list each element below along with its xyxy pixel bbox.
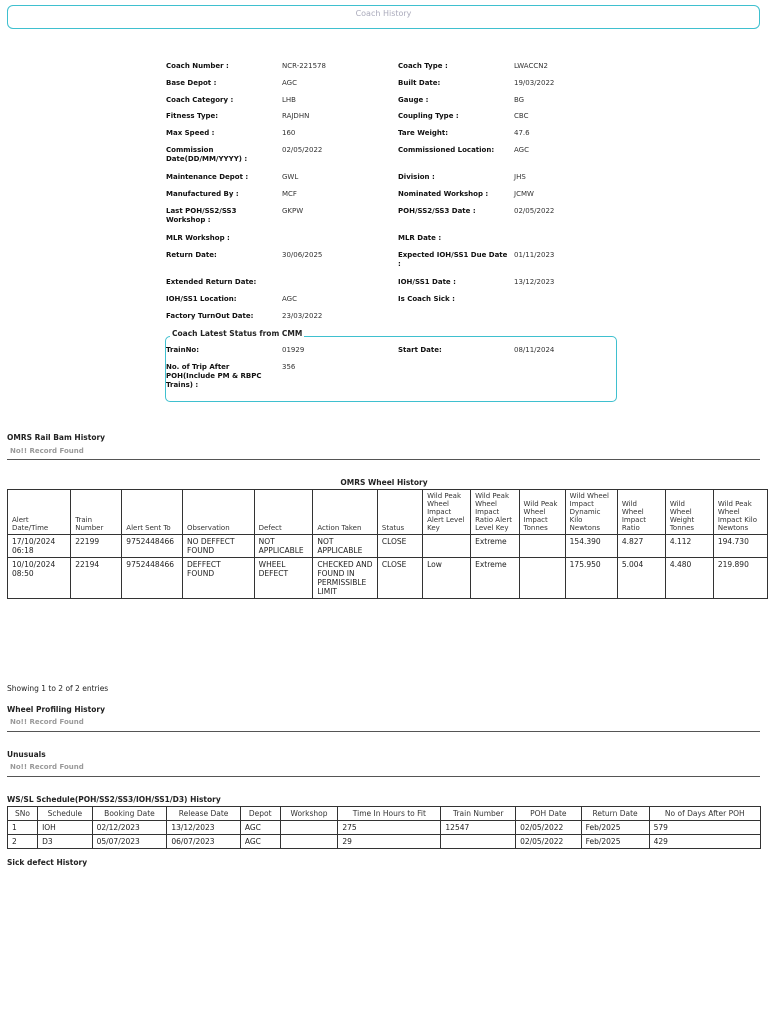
field-value: MCF [282, 190, 297, 198]
field-value: CBC [514, 112, 529, 120]
field-value: 160 [282, 129, 296, 137]
table-cell: 175.950 [565, 558, 617, 599]
table-row [8, 835, 761, 849]
column-header: Wild Wheel Impact Dynamic Kilo Newtons [565, 490, 617, 535]
table-cell: IOH [38, 821, 93, 835]
table-cell: NOT APPLICABLE [254, 535, 313, 558]
field-label: Factory TurnOut Date: [166, 312, 254, 320]
table-cell: AGC [240, 835, 280, 849]
field-value: AGC [282, 295, 297, 303]
table-cell: 12547 [441, 821, 516, 835]
field-label: MLR Date : [398, 234, 442, 242]
field-label: IOH/SS1 Location: [166, 295, 237, 303]
divider [7, 459, 760, 460]
table-cell [280, 821, 338, 835]
field-value: 02/05/2022 [282, 146, 323, 154]
column-header: Alert Sent To [122, 490, 183, 535]
field-value: 08/11/2024 [514, 346, 555, 354]
table-cell: 22194 [71, 558, 122, 599]
table-cell: 2 [8, 835, 38, 849]
field-label: Coach Type : [398, 62, 448, 70]
field-value: LHB [282, 96, 296, 104]
divider [7, 731, 760, 732]
field-label: Fitness Type: [166, 112, 219, 120]
field-label: Commission Date(DD/MM/YYYY) : [166, 146, 248, 163]
rail-bam-empty: No!! Record Found [10, 447, 84, 455]
table-info: Showing 1 to 2 of 2 entries [7, 684, 109, 693]
field-label: Extended Return Date: [166, 278, 257, 286]
field-label: Expected IOH/SS1 Due Date : [398, 251, 508, 268]
field-label: Is Coach Sick : [398, 295, 455, 303]
table-cell: 429 [649, 835, 760, 849]
field-label: Commissioned Location: [398, 146, 495, 154]
table-cell [519, 535, 565, 558]
table-cell: 13/12/2023 [167, 821, 241, 835]
table-cell: DEFFECT FOUND [183, 558, 255, 599]
field-value: GWL [282, 173, 299, 181]
wheel-history-table [7, 489, 768, 599]
column-header: Wild Wheel Impact Ratio [617, 490, 665, 535]
column-header: Defect [254, 490, 313, 535]
table-cell: 4.827 [617, 535, 665, 558]
column-header: SNo [8, 807, 38, 821]
table-row [8, 558, 768, 599]
field-value: NCR-221578 [282, 62, 326, 70]
column-header: Wild Peak Wheel Impact Kilo Newtons [713, 490, 767, 535]
table-cell: D3 [38, 835, 93, 849]
column-header: Status [377, 490, 422, 535]
table-cell: 29 [338, 835, 441, 849]
column-header: POH Date [516, 807, 582, 821]
field-label: Nominated Workshop : [398, 190, 489, 198]
table-cell: 17/10/2024 06:18 [8, 535, 71, 558]
column-header: Release Date [167, 807, 241, 821]
wheel-history-title: OMRS Wheel History [340, 478, 428, 487]
cmm-status-title: Coach Latest Status from CMM [172, 329, 303, 338]
field-label: Tare Weight: [398, 129, 448, 137]
table-cell: 9752448466 [122, 558, 183, 599]
rail-bam-title: OMRS Rail Bam History [7, 433, 106, 442]
field-label: Maintenance Depot : [166, 173, 249, 181]
wheel-profiling-title: Wheel Profiling History [7, 705, 105, 714]
column-header: Booking Date [92, 807, 167, 821]
table-cell: Extreme [471, 558, 519, 599]
field-value: JCMW [514, 190, 534, 198]
field-label: POH/SS2/SS3 Date : [398, 207, 476, 215]
field-label: TrainNo: [166, 346, 200, 354]
column-header: Workshop [280, 807, 338, 821]
table-cell [519, 558, 565, 599]
table-cell: 579 [649, 821, 760, 835]
field-value: BG [514, 96, 525, 104]
field-label: Built Date: [398, 79, 441, 87]
page-title: Coach History [355, 9, 412, 18]
field-label: Base Depot : [166, 79, 217, 87]
field-label: Manufactured By : [166, 190, 239, 198]
coach-history-header [7, 5, 760, 29]
table-cell: 4.112 [665, 535, 713, 558]
field-value: JHS [514, 173, 526, 181]
column-header: Wild Peak Wheel Impact Ratio Alert Level Key [471, 490, 519, 535]
field-value: GKPW [282, 207, 304, 215]
field-value: RAJDHN [282, 112, 310, 120]
table-cell: Extreme [471, 535, 519, 558]
column-header: Wild Wheel Weight Tonnes [665, 490, 713, 535]
column-header: Schedule [38, 807, 93, 821]
table-cell [423, 535, 471, 558]
column-header: Observation [183, 490, 255, 535]
schedule-title: WS/SL Schedule(POH/SS2/SS3/IOH/SS1/D3) History [7, 795, 221, 804]
sick-defect-title: Sick defect History [7, 858, 88, 867]
table-cell [441, 835, 516, 849]
table-cell: 194.730 [713, 535, 767, 558]
unusuals-title: Unusuals [7, 750, 46, 759]
table-cell: 154.390 [565, 535, 617, 558]
table-cell: 275 [338, 821, 441, 835]
unusuals-empty: No!! Record Found [10, 763, 84, 771]
field-value: 19/03/2022 [514, 79, 555, 87]
field-value: 356 [282, 363, 296, 371]
table-cell: Feb/2025 [581, 835, 649, 849]
field-value: 13/12/2023 [514, 278, 555, 286]
field-label: Coupling Type : [398, 112, 459, 120]
field-value: AGC [282, 79, 297, 87]
table-cell: 5.004 [617, 558, 665, 599]
field-label: No. of Trip After POH(Include PM & RBPC Trains) : [166, 363, 262, 389]
field-value: 30/06/2025 [282, 251, 323, 259]
column-header: Action Taken [313, 490, 378, 535]
field-value: 01929 [282, 346, 305, 354]
field-value: 47.6 [514, 129, 530, 137]
field-label: Coach Category : [166, 96, 234, 104]
field-value: AGC [514, 146, 529, 154]
column-header: Alert Date/Time [8, 490, 71, 535]
table-cell: 02/05/2022 [516, 835, 582, 849]
column-header: Time In Hours to Fit [338, 807, 441, 821]
field-value: LWACCN2 [514, 62, 548, 70]
field-value: 02/05/2022 [514, 207, 555, 215]
wheel-profiling-empty: No!! Record Found [10, 718, 84, 726]
table-cell: CLOSE [377, 535, 422, 558]
field-label: Division : [398, 173, 435, 181]
column-header: Return Date [581, 807, 649, 821]
table-cell: 22199 [71, 535, 122, 558]
column-header: Wild Peak Wheel Impact Alert Level Key [423, 490, 471, 535]
divider [7, 776, 760, 777]
table-cell: CLOSE [377, 558, 422, 599]
table-cell: NOT APPLICABLE [313, 535, 378, 558]
field-label: Gauge : [398, 96, 429, 104]
table-cell: 06/07/2023 [167, 835, 241, 849]
table-cell: 02/05/2022 [516, 821, 582, 835]
table-cell: Low [423, 558, 471, 599]
table-cell [280, 835, 338, 849]
field-label: Return Date: [166, 251, 217, 259]
table-cell: AGC [240, 821, 280, 835]
table-cell: 4.480 [665, 558, 713, 599]
column-header: Depot [240, 807, 280, 821]
column-header: No of Days After POH [649, 807, 760, 821]
table-cell: 1 [8, 821, 38, 835]
field-label: Last POH/SS2/SS3 Workshop : [166, 207, 237, 224]
field-label: MLR Workshop : [166, 234, 230, 242]
table-cell: 05/07/2023 [92, 835, 167, 849]
table-cell: CHECKED AND FOUND IN PERMISSIBLE LIMIT [313, 558, 378, 599]
column-header: Wild Peak Wheel Impact Tonnes [519, 490, 565, 535]
field-value: 01/11/2023 [514, 251, 555, 259]
field-label: Coach Number : [166, 62, 229, 70]
table-row [8, 535, 768, 558]
table-cell: 9752448466 [122, 535, 183, 558]
table-cell: 10/10/2024 08:50 [8, 558, 71, 599]
schedule-table [7, 806, 761, 849]
table-cell: NO DEFFECT FOUND [183, 535, 255, 558]
field-label: Max Speed : [166, 129, 215, 137]
table-cell: WHEEL DEFECT [254, 558, 313, 599]
field-label: IOH/SS1 Date : [398, 278, 456, 286]
table-cell: 219.890 [713, 558, 767, 599]
column-header: Train Number [441, 807, 516, 821]
table-cell: 02/12/2023 [92, 821, 167, 835]
table-row [8, 821, 761, 835]
column-header: Train Number [71, 490, 122, 535]
field-value: 23/03/2022 [282, 312, 323, 320]
field-label: Start Date: [398, 346, 442, 354]
table-cell: Feb/2025 [581, 821, 649, 835]
